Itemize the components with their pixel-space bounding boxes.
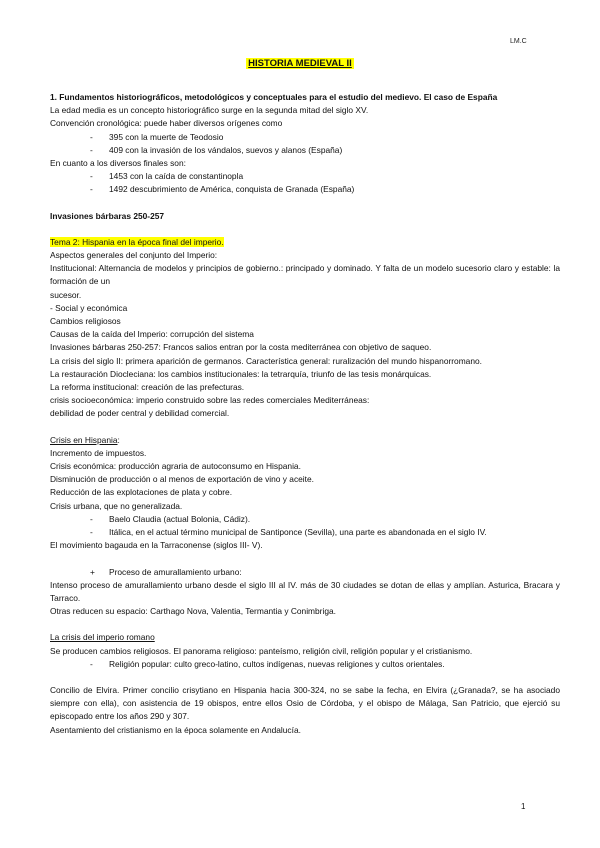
list-item-text: Itálica, en el actual término municipal de Santiponce (Sevilla), una parte es abandonada en el siglo IV. <box>109 527 487 538</box>
list-item-text: Religión popular: culto greco-latino, cultos indígenas, nuevas religiones y cultos orientales. <box>109 658 445 669</box>
paragraph-line: La restauración Diocleciana: los cambios institucionales: la tetrarquía, triunfo de las tesis monárquicas. <box>50 368 432 379</box>
underlined-heading: La crisis del imperio romano <box>50 632 155 643</box>
paragraph-line: - Social y económica <box>50 302 128 313</box>
list-item-text: 395 con la muerte de Teodosio <box>109 131 224 142</box>
crisis-heading <box>50 434 560 447</box>
paragraph-line: Se producen cambios religiosos. El panorama religioso: panteísmo, religión civil, religión popular y el cristianismo. <box>50 645 473 656</box>
list-item-text: 1492 descubrimiento de América, conquista de Granada (España) <box>109 184 355 195</box>
paragraph-line: Aspectos generales del conjunto del Imperio: <box>50 250 218 261</box>
list-item-text: Proceso de amurallamiento urbano: <box>109 566 242 577</box>
paragraph-line: debilidad de poder central y debilidad comercial. <box>50 408 230 419</box>
list-item-text: 409 con la invasión de los vándalos, suevos y alanos (España) <box>109 144 343 155</box>
paragraph-line: sucesor. <box>50 289 82 300</box>
heading-colon: : <box>117 434 120 445</box>
paragraph-line: Institucional: Alternancia de modelos y principios de gobierno.: principado y dominado. Y falta de un modelo sucesorio claro y estable: la formación de un <box>50 263 560 287</box>
bullet-dash: - <box>90 184 93 195</box>
paragraph-line: Causas de la caída del Imperio: corrupción del sistema <box>50 329 254 340</box>
paragraph-line: crisis socioeconómica: imperio construido sobre las redes comerciales Mediterráneas: <box>50 395 370 406</box>
crisis-imperio-heading <box>50 631 560 644</box>
paragraph-line: Concilio de Elvira. Primer concilio crisytiano en Hispania hacia 300-324, no se sabe la fecha, en Elvira (¿Granada?, se ha asociado siempre con ella), con asistencia de 19 obispos, entre ellos Osio de Córdoba, y el obispo de Málaga, San Patricio, que ejerció su episcopado entre los años 290 y 307. <box>50 684 560 722</box>
list-item <box>50 183 560 196</box>
list-item-text: 1453 con la caída de constantinopla <box>109 171 244 182</box>
author-initials: LM.C <box>510 38 527 45</box>
list-item <box>50 526 560 539</box>
title-text: HISTORIA MEDIEVAL II <box>248 58 352 69</box>
list-item <box>50 144 560 157</box>
paragraph-line: Incremento de impuestos. <box>50 447 147 458</box>
bullet-plus: + <box>90 566 95 577</box>
paragraph-line: En cuanto a los diversos finales son: <box>50 158 186 169</box>
paragraph-line: La crisis del siglo II: primera aparición de germanos. Característica general: ruralización del mundo hispanorromano. <box>50 355 482 366</box>
tema2-heading <box>50 236 560 249</box>
bullet-dash: - <box>90 658 93 669</box>
list-item <box>50 566 560 579</box>
list-item <box>50 658 560 671</box>
document-title <box>0 58 600 69</box>
section1-heading: 1. Fundamentos historiográficos, metodológicos y conceptuales para el estudio del medievo. El caso de España <box>50 92 498 102</box>
list-item <box>50 513 560 526</box>
list-item <box>50 170 560 183</box>
page-number: 1 <box>521 802 526 811</box>
document-body <box>50 91 560 737</box>
underlined-heading: Crisis en Hispania <box>50 434 118 445</box>
bullet-dash: - <box>90 144 93 155</box>
paragraph-line: Cambios religiosos <box>50 316 121 327</box>
paragraph-line: Disminución de producción o al menos de exportación de vino y aceite. <box>50 474 314 485</box>
paragraph-line: La reforma institucional: creación de las prefecturas. <box>50 382 245 393</box>
bullet-dash: - <box>90 527 93 538</box>
bullet-dash: - <box>90 513 93 524</box>
paragraph-line: El movimiento bagauda en la Tarraconense (siglos III- V). <box>50 540 263 551</box>
bullet-dash: - <box>90 171 93 182</box>
paragraph-line: Otras reducen su espacio: Carthago Nova, Valentia, Termantia y Conimbriga. <box>50 606 336 617</box>
bullet-dash: - <box>90 131 93 142</box>
list-item-text: Baelo Claudia (actual Bolonia, Cádiz). <box>109 513 251 524</box>
paragraph-line: Intenso proceso de amurallamiento urbano desde el siglo III al IV. más de 30 ciudades se dotan de ellas y amplían. Asturica, Bracara y Tarraco. <box>50 579 560 603</box>
paragraph-line: Crisis urbana, que no generalizada. <box>50 500 183 511</box>
list-item <box>50 131 560 144</box>
paragraph-line: Invasiones bárbaras 250-257: Francos salios entran por la costa mediterránea con objetivo de saqueo. <box>50 342 432 353</box>
paragraph-line: Convención cronológica: puede haber diversos orígenes como <box>50 118 283 129</box>
paragraph-line: Crisis económica: producción agraria de autoconsumo en Hispania. <box>50 461 301 472</box>
highlighted-heading: Tema 2: Hispania en la época final del imperio. <box>50 236 224 247</box>
subheading: Invasiones bárbaras 250-257 <box>50 210 165 221</box>
paragraph-line: Reducción de las explotaciones de plata y cobre. <box>50 487 233 498</box>
paragraph-line: La edad media es un concepto historiográfico surge en la segunda mitad del siglo XV. <box>50 105 369 116</box>
paragraph-line: Asentamiento del cristianismo en la época solamente en Andalucía. <box>50 724 301 735</box>
